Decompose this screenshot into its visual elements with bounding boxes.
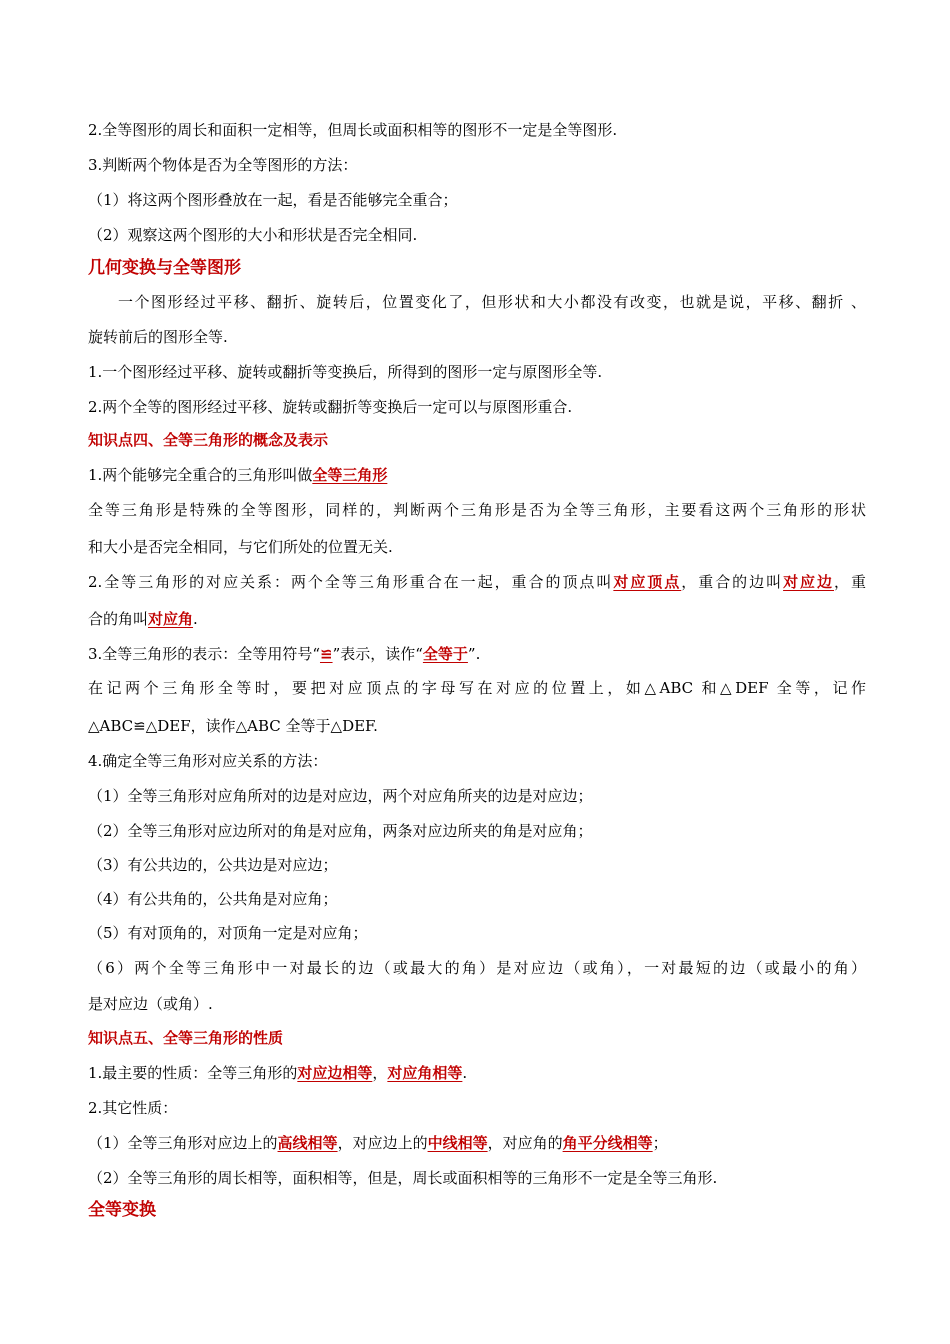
text: ”表示，读作“	[332, 645, 423, 663]
text: ，重合的边叫	[681, 573, 784, 591]
transform-intro: 一个图形经过平移、翻折、旋转后，位置变化了，但形状和大小都没有改变，也就是说，平移、翻折 、	[118, 293, 866, 311]
list-item: （1）全等三角形对应角所对的边是对应边，两个对应角所夹的边是对应边；	[88, 787, 593, 805]
key-term: 对应角	[148, 610, 194, 628]
key-term: 中线相等	[427, 1134, 488, 1152]
text: .	[462, 1064, 468, 1082]
text-line: （2）观察这两个图形的大小和形状是否完全相同.	[88, 226, 418, 244]
text-line: 在记两个三角形全等时，要把对应顶点的字母写在对应的位置上，如△ABC 和△DEF 全等，记作	[88, 679, 866, 697]
text: ”.	[467, 645, 481, 663]
text-line: 和大小是否完全相同，与它们所处的位置无关.	[88, 538, 393, 556]
text-line: 是对应边（或角）.	[88, 995, 213, 1013]
text-line: △ABC≌△DEF，读作△ABC 全等于△DEF.	[88, 717, 378, 735]
definition-line	[88, 609, 198, 629]
list-item: （3）有公共边的，公共边是对应边；	[88, 856, 338, 874]
text: ；	[652, 1134, 668, 1152]
text-line: 2.其它性质：	[88, 1099, 178, 1117]
list-item: （2）全等三角形的周长相等，面积相等，但是，周长或面积相等的三角形不一定是全等三角形.	[88, 1169, 718, 1187]
list-item: （6）两个全等三角形中一对最长的边（或最大的角）是对应边（或角），一对最短的边（或最小的角）	[88, 959, 866, 977]
text: （1）全等三角形对应边上的	[88, 1134, 278, 1152]
text-line: 2.两个全等的图形经过平移、旋转或翻折等变换后一定可以与原图形重合.	[88, 398, 573, 416]
key-term: 对应角相等	[387, 1064, 463, 1082]
text: 1.两个能够完全重合的三角形叫做	[88, 466, 313, 484]
congruence-symbol: ≌	[319, 645, 333, 663]
text-line: 全等三角形是特殊的全等图形，同样的，判断两个三角形是否为全等三角形，主要看这两个三角形的形状	[88, 501, 866, 519]
text: ，重	[834, 573, 866, 591]
text: 3.全等三角形的表示：全等用符号“	[88, 645, 320, 663]
key-term: 对应顶点	[613, 573, 682, 591]
text-line: 3.判断两个物体是否为全等图形的方法：	[88, 156, 358, 174]
list-item: （5）有对顶角的，对顶角一定是对应角；	[88, 924, 368, 942]
key-term: 高线相等	[277, 1134, 338, 1152]
key-term: 全等三角形	[312, 466, 388, 484]
text-line: 2.全等图形的周长和面积一定相等，但周长或面积相等的图形不一定是全等图形.	[88, 121, 618, 139]
section-heading-kp4: 知识点四、全等三角形的概念及表示	[88, 431, 329, 449]
text-line: 旋转前后的图形全等.	[88, 328, 228, 346]
text: ，对应角的	[487, 1134, 563, 1152]
text-line: 1.一个图形经过平移、旋转或翻折等变换后，所得到的图形一定与原图形全等.	[88, 363, 603, 381]
definition-line	[88, 465, 387, 485]
section-heading-kp5: 知识点五、全等三角形的性质	[88, 1029, 284, 1047]
list-item: （2）全等三角形对应边所对的角是对应角，两条对应边所夹的角是对应角；	[88, 822, 593, 840]
definition-line	[88, 572, 866, 592]
text: ，对应边上的	[337, 1134, 428, 1152]
key-term: 全等于	[422, 645, 468, 663]
key-term: 对应边	[783, 573, 834, 591]
text-line: （1）将这两个图形叠放在一起，看是否能够完全重合；	[88, 191, 458, 209]
text: ，	[372, 1064, 388, 1082]
text: .	[193, 610, 198, 628]
text: 合的角叫	[88, 610, 149, 628]
text-line: 4.确定全等三角形对应关系的方法：	[88, 752, 328, 770]
section-heading-congruent-transform: 全等变换	[88, 1200, 156, 1220]
definition-line	[88, 644, 480, 664]
list-item	[88, 1133, 668, 1153]
text: 2.全等三角形的对应关系：两个全等三角形重合在一起，重合的顶点叫	[88, 573, 614, 591]
section-heading-transform: 几何变换与全等图形	[88, 258, 241, 278]
key-term: 对应边相等	[297, 1064, 373, 1082]
list-item: （4）有公共角的，公共角是对应角；	[88, 890, 338, 908]
text: 1.最主要的性质：全等三角形的	[88, 1064, 298, 1082]
property-line	[88, 1063, 467, 1083]
key-term: 角平分线相等	[562, 1134, 653, 1152]
